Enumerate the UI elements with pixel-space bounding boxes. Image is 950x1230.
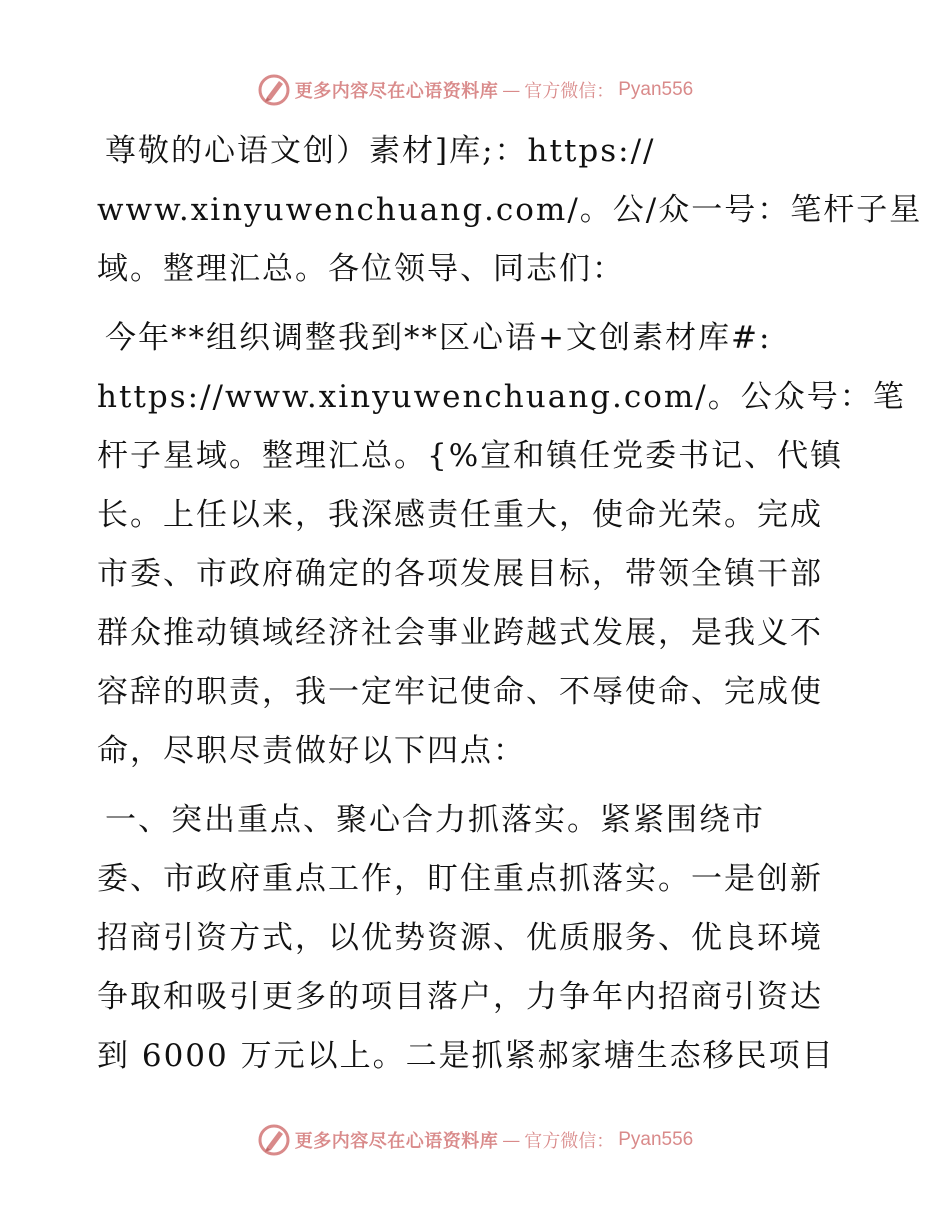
- text-line: 尊敬的心语文创）素材]库;：https://: [105, 133, 656, 169]
- header-banner-text: 更多内容尽在心语资料库: [294, 81, 499, 102]
- footer-watermark-banner: [0, 1120, 950, 1160]
- header-banner-content: [257, 73, 694, 107]
- text-line: 杆子星域。整理汇总。{%宣和镇任党委书记、代镇: [97, 438, 844, 474]
- text-line: 市委、市政府确定的各项发展目标，带领全镇干部: [97, 556, 823, 592]
- pen-logo-icon: [257, 73, 291, 107]
- header-watermark-banner: [0, 70, 950, 110]
- text-line: https://www.xinyuwenchuang.com/。公众号：笔: [97, 379, 906, 415]
- text-line: 争取和吸引更多的项目落户，力争年内招商引资达: [97, 979, 823, 1015]
- footer-banner-wechat-id: Pyan556: [618, 1129, 694, 1150]
- text-line: 容辞的职责，我一定牢记使命、不辱使命、完成使: [97, 674, 823, 710]
- text-line: 一、突出重点、聚心合力抓落实。紧紧围绕市: [105, 802, 765, 838]
- text-line: 委、市政府重点工作，盯住重点抓落实。一是创新: [97, 861, 823, 897]
- text-line: www.xinyuwenchuang.com/。公/众一号：笔杆子星: [97, 192, 923, 228]
- footer-banner-text: 更多内容尽在心语资料库: [294, 1131, 499, 1152]
- paragraph-point-one: [97, 791, 857, 1086]
- text-line: 今年**组织调整我到**区心语+文创素材库#:: [105, 320, 772, 356]
- text-line: 招商引资方式，以优势资源、优质服务、优良环境: [97, 920, 823, 956]
- footer-banner-content: [257, 1123, 694, 1157]
- text-line: 长。上任以来，我深感责任重大，使命光荣。完成: [97, 497, 823, 533]
- footer-banner-wechat-label: 官方微信：: [524, 1131, 615, 1152]
- text-line: 到 6000 万元以上。二是抓紧郝家塘生态移民项目: [97, 1038, 835, 1074]
- paragraph-introduction: [97, 309, 906, 781]
- header-banner-wechat-label: 官方微信：: [524, 81, 615, 102]
- footer-banner-dash: —: [502, 1129, 521, 1151]
- header-banner-wechat-id: Pyan556: [618, 79, 694, 100]
- pen-logo-icon: [257, 1123, 291, 1157]
- header-banner-dash: —: [502, 79, 521, 101]
- text-line: 域。整理汇总。各位领导、同志们：: [97, 251, 625, 287]
- text-line: 群众推动镇域经济社会事业跨越式发展，是我义不: [97, 615, 823, 651]
- document-body: [97, 122, 923, 1096]
- paragraph-greeting: [97, 122, 923, 299]
- text-line: 命，尽职尽责做好以下四点：: [97, 733, 526, 769]
